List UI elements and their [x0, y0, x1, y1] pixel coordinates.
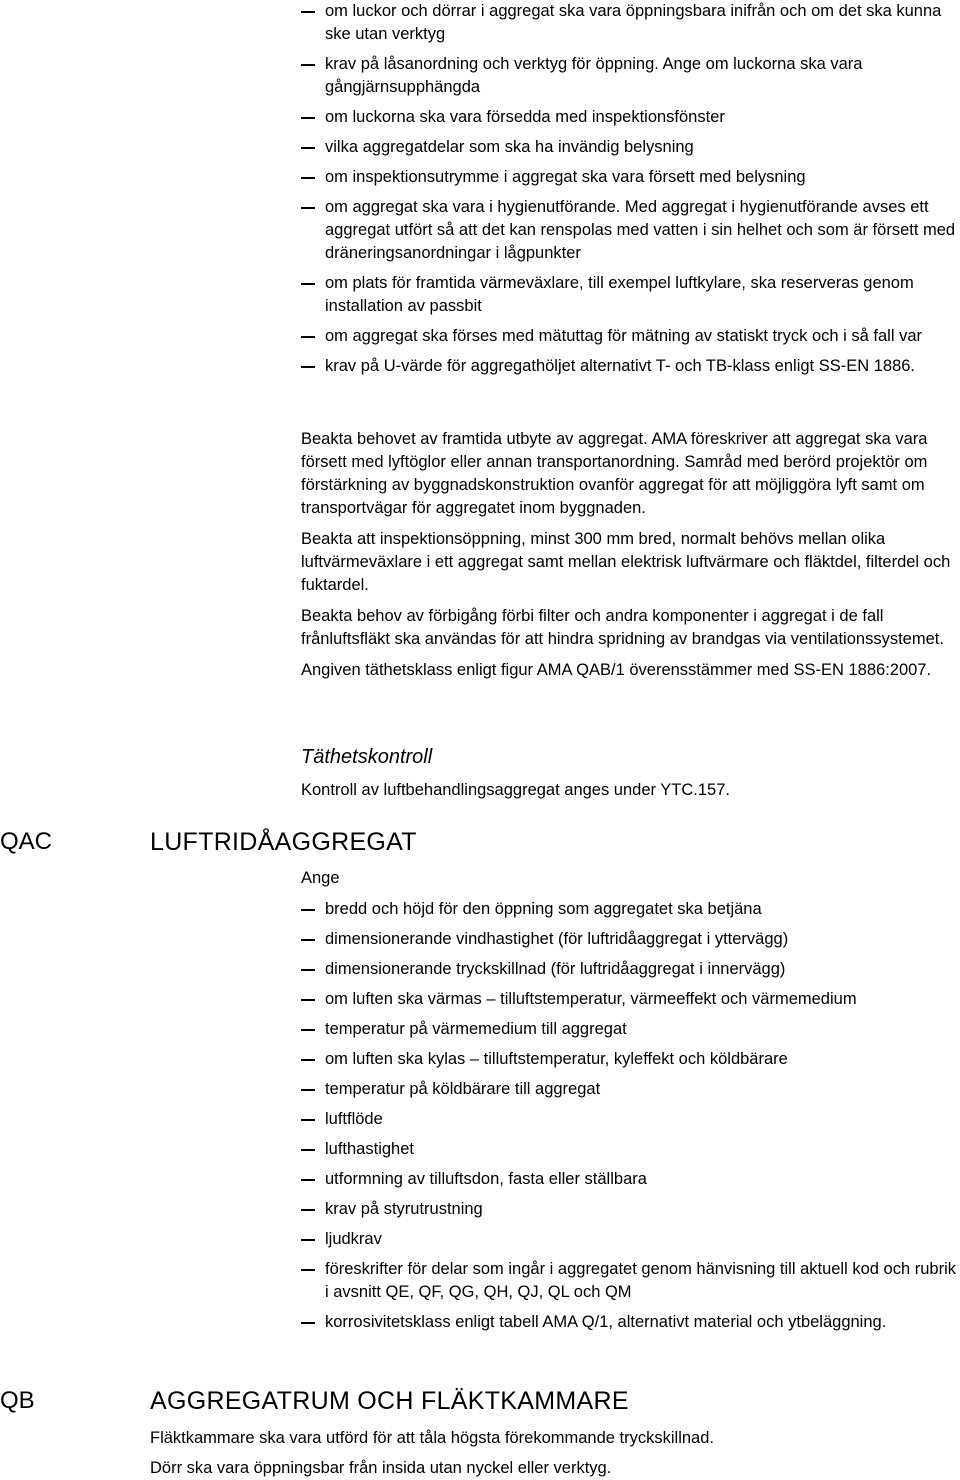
list-item: föreskrifter för delar som ingår i aggregatet genom hänvisning till aktuell kod och rubrik i avsnitt QE, QF, QG, QH, QJ, QL och QM [301, 1258, 956, 1304]
tathet-text: Kontroll av luftbehandlingsaggregat anges under YTC.157. [301, 781, 730, 799]
dash-bullet-icon [301, 1322, 315, 1324]
dash-bullet-icon [301, 939, 315, 941]
list-item: om luften ska kylas – tilluftstemperatur, kyleffekt och köldbärare [301, 1048, 956, 1071]
dash-bullet-icon [301, 1179, 315, 1181]
list-item: korrosivitetsklass enligt tabell AMA Q/1, alternativt material och ytbeläggning. [301, 1311, 956, 1334]
requirements-list-top [301, 0, 956, 385]
list-item: temperatur på köldbärare till aggregat [301, 1078, 956, 1101]
paragraph-lift: Beakta behovet av framtida utbyte av aggregat. AMA föreskriver att aggregat ska vara försett med lyftöglor eller annan transportanordning. Samråd med berörd projektör om förstärkning av byggnadskonstruktion ovanför aggregat för att möjliggöra lyft samt om transportvägar för aggregatet inom byggnaden. [301, 430, 928, 517]
list-item: krav på låsanordning och verktyg för öppning. Ange om luckorna ska vara gångjärnsupphängda [301, 53, 956, 99]
list-item: om aggregat ska förses med mätuttag för mätning av statiskt tryck och i så fall var [301, 325, 956, 348]
dash-bullet-icon [301, 177, 315, 179]
dash-bullet-icon [301, 117, 315, 119]
list-item: krav på styrutrustning [301, 1198, 956, 1221]
list-item: dimensionerande tryckskillnad (för luftridåaggregat i innervägg) [301, 958, 956, 981]
section-code-qb: QB [0, 1387, 35, 1414]
dash-bullet-icon [301, 1029, 315, 1031]
dash-bullet-icon [301, 1059, 315, 1061]
subheading-tathetskontroll: Täthetskontroll [301, 746, 433, 768]
list-item: luftflöde [301, 1108, 956, 1131]
dash-bullet-icon [301, 1149, 315, 1151]
dash-bullet-icon [301, 1209, 315, 1211]
dash-bullet-icon [301, 336, 315, 338]
paragraph-block [301, 428, 956, 682]
paragraph-bypass: Beakta behov av förbigång förbi filter och andra komponenter i aggregat i de fall frånluftsfläkt ska användas för att hindra spridning av brandgas via ventilationssystemet. [301, 607, 944, 648]
qac-requirements-list [301, 898, 956, 1341]
list-item: vilka aggregatdelar som ska ha invändig belysning [301, 136, 956, 159]
dash-bullet-icon [301, 999, 315, 1001]
qac-intro: Ange [301, 869, 340, 887]
dash-bullet-icon [301, 11, 315, 13]
dash-bullet-icon [301, 147, 315, 149]
dash-bullet-icon [301, 969, 315, 971]
paragraph-tightness-class: Angiven täthetsklass enligt figur AMA QAB/1 överensstämmer med SS-EN 1886:2007. [301, 661, 932, 679]
dash-bullet-icon [301, 1119, 315, 1121]
section-code-qac: QAC [0, 828, 53, 855]
qb-line-1: Fläktkammare ska vara utförd för att tåla högsta förekommande tryckskillnad. [150, 1429, 714, 1447]
dash-bullet-icon [301, 207, 315, 209]
qb-line-2: Dörr ska vara öppningsbar från insida utan nyckel eller verktyg. [150, 1459, 612, 1477]
dash-bullet-icon [301, 366, 315, 368]
list-item: krav på U-värde för aggregathöljet alternativt T- och TB-klass enligt SS-EN 1886. [301, 355, 956, 378]
list-item: om plats för framtida värmeväxlare, till exempel luftkylare, ska reserveras genom installation av passbit [301, 272, 956, 318]
dash-bullet-icon [301, 283, 315, 285]
list-item: temperatur på värmemedium till aggregat [301, 1018, 956, 1041]
paragraph-inspection: Beakta att inspektionsöppning, minst 300 mm bred, normalt behövs mellan olika luftvärmeväxlare i ett aggregat samt mellan elektrisk luftvärmare och fläktdel, filterdel och fuktardel. [301, 530, 951, 594]
list-item: om luckor och dörrar i aggregat ska vara öppningsbara inifrån och om det ska kunna ske utan verktyg [301, 0, 956, 46]
list-item: ljudkrav [301, 1228, 956, 1251]
list-item: om aggregat ska vara i hygienutförande. Med aggregat i hygienutförande avses ett aggregat utfört så att det kan renspolas med vatten i sin helhet och som är försett med dräneringsanordningar i lågpunkter [301, 196, 956, 265]
list-item: om luckorna ska vara försedda med inspektionsfönster [301, 106, 956, 129]
list-item: om inspektionsutrymme i aggregat ska vara försett med belysning [301, 166, 956, 189]
dash-bullet-icon [301, 1239, 315, 1241]
dash-bullet-icon [301, 64, 315, 66]
section-title-qac: LUFTRIDÅAGGREGAT [150, 828, 417, 856]
list-item: om luften ska värmas – tilluftstemperatur, värmeeffekt och värmemedium [301, 988, 956, 1011]
list-item: utformning av tilluftsdon, fasta eller ställbara [301, 1168, 956, 1191]
dash-bullet-icon [301, 1089, 315, 1091]
dash-bullet-icon [301, 909, 315, 911]
list-item: bredd och höjd för den öppning som aggregatet ska betjäna [301, 898, 956, 921]
list-item: lufthastighet [301, 1138, 956, 1161]
dash-bullet-icon [301, 1269, 315, 1271]
section-title-qb: AGGREGATRUM OCH FLÄKTKAMMARE [150, 1387, 629, 1415]
list-item: dimensionerande vindhastighet (för luftridåaggregat i yttervägg) [301, 928, 956, 951]
